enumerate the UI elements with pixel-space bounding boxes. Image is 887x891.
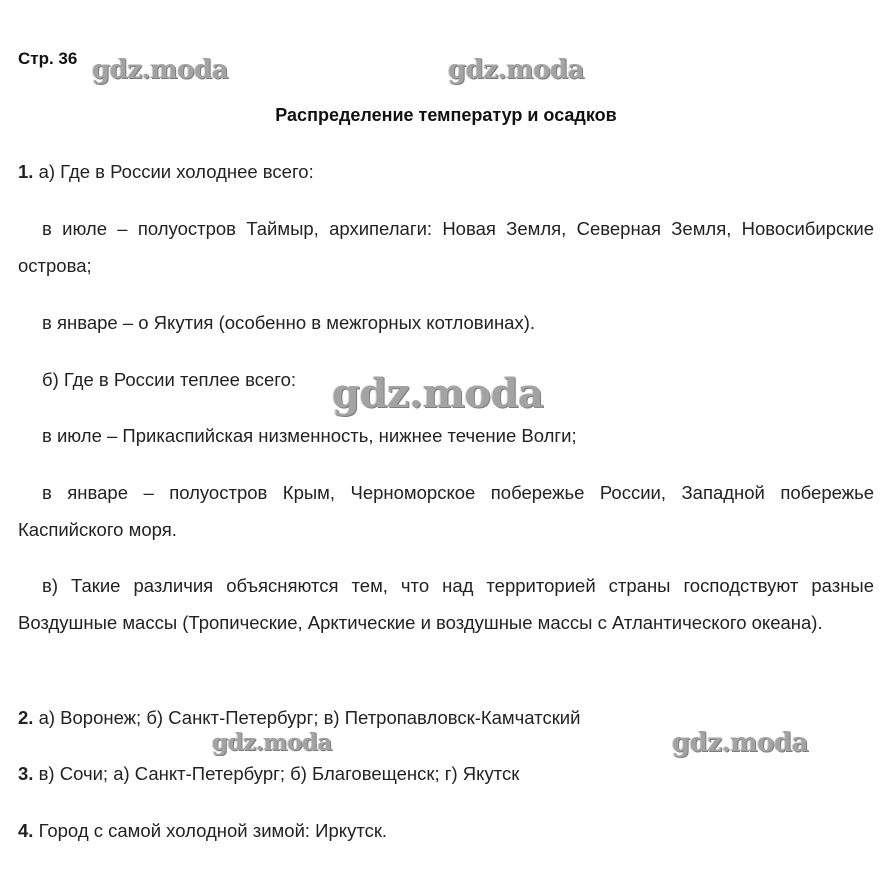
answer-1-cold-january: в январе – о Якутия (особенно в межгорных котловинах).: [42, 312, 536, 333]
watermark: gdz.moda: [212, 729, 332, 756]
answer-2: [18, 699, 874, 736]
answer-3: [18, 755, 874, 792]
answer-text: Город с самой холодной зимой: Иркутск.: [33, 820, 388, 841]
watermark: gdz.moda: [92, 55, 229, 85]
answer-1-warm-july: в июле – Прикаспийская низменность, нижнее течение Волги;: [42, 425, 577, 446]
answer-4: [18, 812, 874, 849]
document-page: [18, 0, 874, 891]
answer-1-question-a: [18, 153, 874, 190]
page-number-label: Стр. 36: [18, 49, 78, 68]
answer-text: а) Где в России холоднее всего:: [33, 161, 314, 182]
page-title: Распределение температур и осадков: [275, 105, 617, 125]
answer-1-question-b: б) Где в России теплее всего:: [42, 369, 297, 390]
answer-number: 2.: [18, 707, 34, 728]
answer-1-warm-january: в январе – полуостров Крым, Черноморское побережье России, Западной побережье Каспийского моря.: [18, 482, 874, 540]
watermark: gdz.moda: [448, 55, 585, 85]
answer-1-explanation: в) Такие различия объясняются тем, что над территорией страны господствуют разные Воздушные массы (Тропические, Арктические и воздушные массы с Атлантического океана).: [18, 575, 874, 633]
answer-text: а) Воронеж; б) Санкт-Петербург; в) Петропавловск-Камчатский: [33, 707, 581, 728]
answer-number: 1.: [18, 161, 34, 182]
watermark: gdz.moda: [672, 728, 809, 758]
answer-1-cold-july: в июле – полуостров Таймыр, архипелаги: Новая Земля, Северная Земля, Новосибирские острова;: [18, 218, 874, 276]
answer-text: в) Сочи; а) Санкт-Петербург; б) Благовещенск; г) Якутск: [33, 763, 520, 784]
watermark: gdz.moda: [332, 370, 544, 417]
answer-number: 4.: [18, 820, 34, 841]
answer-number: 3.: [18, 763, 34, 784]
